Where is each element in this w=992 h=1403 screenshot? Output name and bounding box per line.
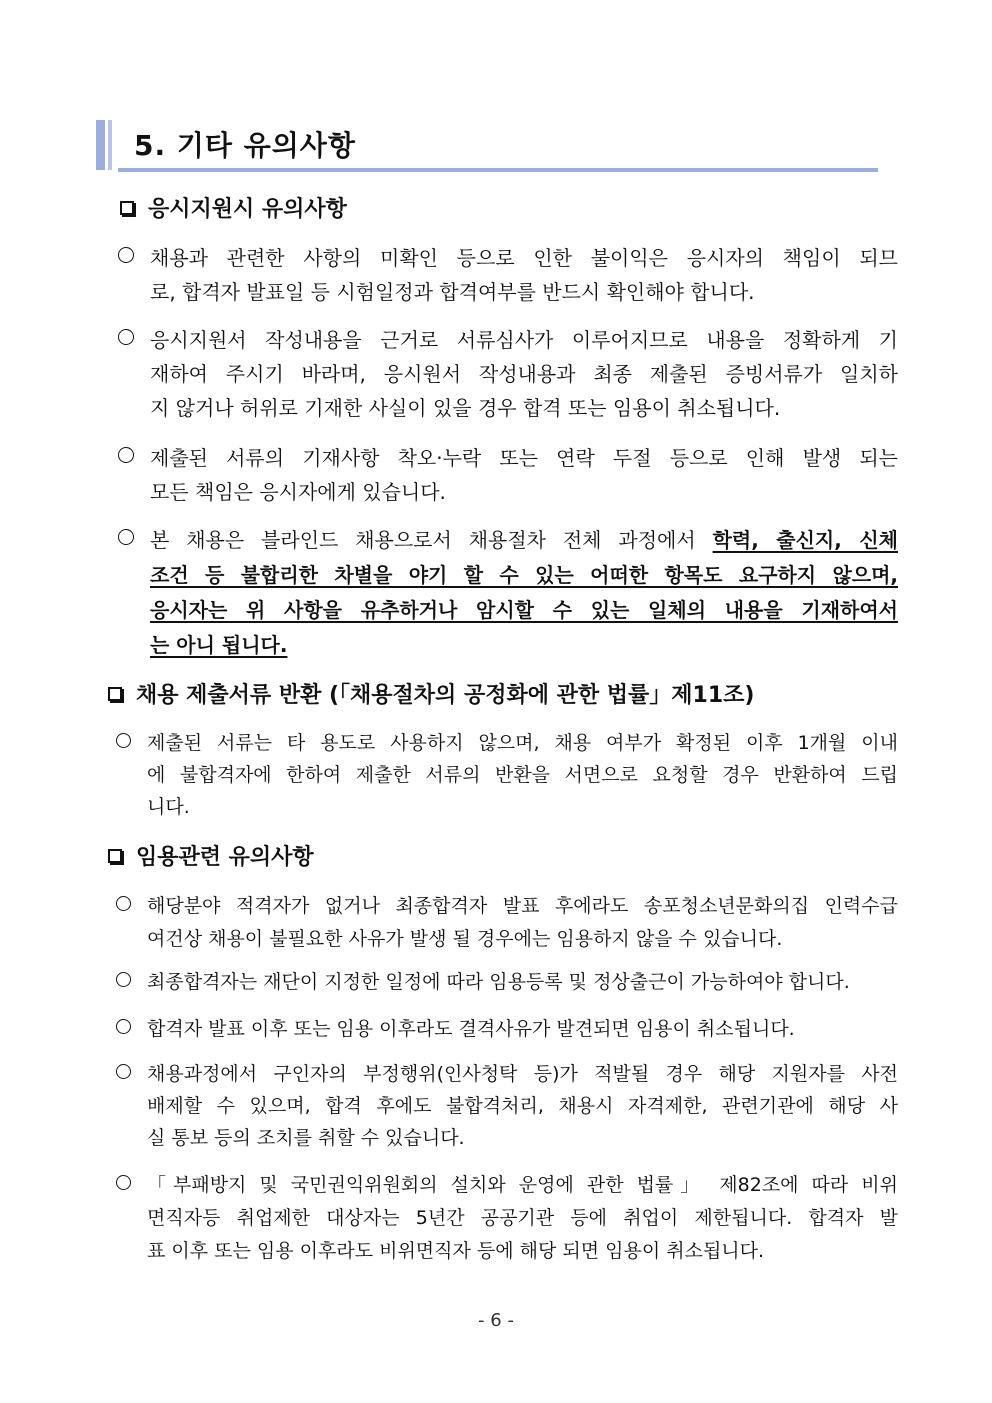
item-line — [150, 524, 898, 553]
item-line: 합격자 발표 이후 또는 임용 이후라도 결격사유가 발견되면 임용이 취소됩니다. — [147, 1018, 795, 1040]
item-line-emphasis: 조건 등 불합리한 차별을 야기 할 수 있는 어떠한 항목도 요구하지 않으며, — [150, 563, 898, 587]
item-line-emphasis: 는 아니 됩니다. — [150, 633, 288, 657]
subsection-title-document-return — [108, 678, 754, 709]
item-line: 면직자등 취업제한 대상자는 5년간 공공기관 등에 취업이 제한됩니다. 합격자 발 — [147, 1207, 898, 1229]
item-line: 「부패방지 및 국민권익위원회의 설치와 운영에 관한 법률」 제82조에 따라 비위 — [147, 1174, 898, 1196]
circle-bullet-icon — [118, 447, 134, 463]
item-line: 해당분야 적격자가 없거나 최종합격자 발표 후에라도 송포청소년문화의집 인력수급 — [147, 895, 898, 917]
item-line: 실 통보 등의 조치를 취할 수 있습니다. — [147, 1127, 465, 1149]
item-line: 표 이후 또는 임용 이후라도 비위면직자 등에 해당 되면 임용이 취소됩니다. — [147, 1240, 765, 1262]
square-bullet-icon — [120, 201, 134, 215]
item-line: 니다. — [147, 796, 190, 818]
header-underline — [118, 168, 878, 172]
circle-bullet-icon — [118, 529, 134, 545]
circle-bullet-icon — [116, 1175, 131, 1190]
item-line: 여건상 채용이 불필요한 사유가 발생 될 경우에는 임용하지 않을 수 있습니다. — [147, 928, 783, 950]
item-line: 지 않거나 허위로 기재한 사실이 있을 경우 합격 또는 임용이 취소됩니다. — [150, 396, 781, 420]
circle-bullet-icon — [116, 972, 131, 987]
item-line: 제출된 서류는 타 용도로 사용하지 않으며, 채용 여부가 확정된 이후 1개월 이내 — [147, 732, 898, 754]
subsection-title-text: 채용 제출서류 반환 (「채용절차의 공정화에 관한 법률」제11조) — [136, 683, 755, 708]
item-line: 최종합격자는 재단이 지정한 일정에 따라 임용등록 및 정상출근이 가능하여야 합니다. — [147, 971, 850, 993]
section-title: 5. 기타 유의사항 — [134, 129, 356, 162]
section-header — [96, 118, 878, 173]
circle-bullet-icon — [116, 1019, 131, 1034]
circle-bullet-icon — [116, 896, 131, 911]
page-number: - 6 - — [478, 1310, 514, 1331]
subsection-title-application — [120, 192, 347, 223]
square-bullet-icon — [108, 849, 122, 863]
item-line: 로, 합격자 발표일 등 시험일정과 합격여부를 반드시 확인해야 합니다. — [150, 280, 755, 304]
circle-bullet-icon — [116, 733, 131, 748]
item-line: 에 불합격자에 한하여 제출한 서류의 반환을 서면으로 요청할 경우 반환하여 드립 — [147, 764, 898, 786]
subsection-title-text: 응시지원시 유의사항 — [148, 197, 347, 222]
item-line: 배제할 수 있으며, 합격 후에도 불합격처리, 채용시 자격제한, 관련기관에 해당 사 — [147, 1095, 898, 1117]
item-line: 응시지원서 작성내용을 근거로 서류심사가 이루어지므로 내용을 정확하게 기 — [150, 328, 898, 352]
subsection-title-appointment — [108, 840, 314, 871]
item-line: 재하여 주시기 바라며, 응시원서 작성내용과 최종 제출된 증빙서류가 일치하 — [150, 362, 898, 386]
square-bullet-icon — [108, 687, 122, 701]
item-line: 제출된 서류의 기재사항 착오·누락 또는 연락 두절 등으로 인해 발생 되는 — [150, 446, 898, 470]
circle-bullet-icon — [118, 247, 134, 263]
item-line: 모든 책임은 응시자에게 있습니다. — [150, 480, 446, 504]
item-text-emphasis: 학력, 출신지, 신체 — [712, 528, 898, 552]
header-accent-bar — [96, 120, 105, 170]
subsection-title-text: 임용관련 유의사항 — [136, 845, 314, 870]
circle-bullet-icon — [116, 1064, 131, 1079]
header-accent-bar-light — [108, 120, 112, 170]
item-line: 채용과 관련한 사항의 미확인 등으로 인한 불이익은 응시자의 책임이 되므 — [150, 246, 898, 270]
circle-bullet-icon — [118, 329, 134, 345]
item-text-plain: 본 채용은 블라인드 채용으로서 채용절차 전체 과정에서 — [150, 528, 713, 552]
item-line: 채용과정에서 구인자의 부정행위(인사청탁 등)가 적발될 경우 해당 지원자를 사전 — [147, 1063, 898, 1085]
item-line-emphasis: 응시자는 위 사항을 유추하거나 암시할 수 있는 일체의 내용을 기재하여서 — [150, 598, 898, 622]
